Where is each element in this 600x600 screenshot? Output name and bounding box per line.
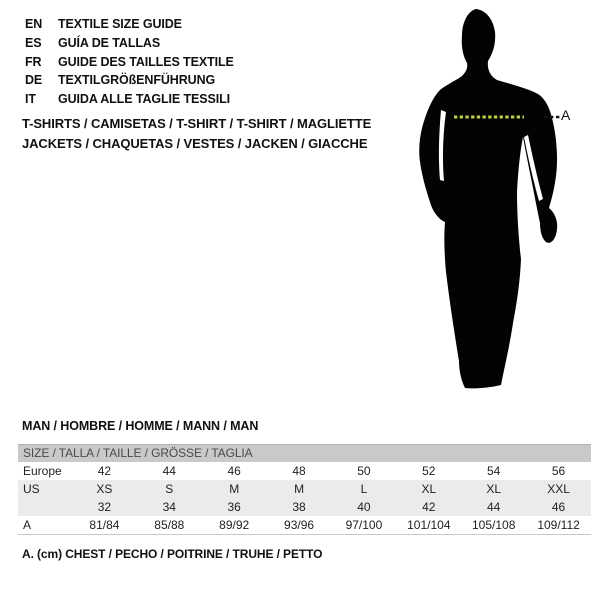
size-table-header: SIZE / TALLA / TAILLE / GRÖSSE / TAGLIA: [18, 444, 591, 462]
row-label: [18, 498, 72, 516]
size-table: [18, 444, 591, 535]
product-line-tshirts: T-SHIRTS / CAMISETAS / T-SHIRT / T-SHIRT / MAGLIETTE: [22, 116, 372, 131]
language-label: GUÍA DE TALLAS: [58, 35, 161, 50]
table-cell: 40: [357, 500, 371, 514]
product-line-jackets: JACKETS / CHAQUETAS / VESTES / JACKEN / GIACCHE: [22, 136, 368, 151]
table-cell: XXL: [547, 482, 570, 496]
language-row-es: [25, 34, 234, 53]
table-cell: M: [229, 482, 240, 496]
language-row-fr: [25, 53, 234, 72]
table-cell: 46: [551, 500, 566, 514]
language-label: GUIDE DES TAILLES TEXTILE: [58, 54, 234, 69]
table-cell: 50: [357, 464, 371, 478]
table-row-europe: [18, 462, 591, 480]
footnote-chest: A. (cm) CHEST / PECHO / POITRINE / TRUHE / PETTO: [22, 547, 323, 561]
table-cell: 89/92: [219, 518, 250, 532]
language-code: EN: [25, 17, 43, 31]
table-cell: 54: [487, 464, 501, 478]
table-cell: 109/112: [537, 518, 580, 532]
man-silhouette-body: [419, 9, 557, 388]
table-cell: 56: [551, 464, 566, 478]
language-row-en: [25, 15, 234, 34]
language-code: ES: [25, 35, 42, 50]
table-cell: 52: [422, 464, 436, 478]
row-label: US: [23, 482, 40, 496]
table-cell: M: [294, 482, 305, 496]
table-cell: 46: [227, 464, 241, 478]
table-row-a-chest: [18, 516, 591, 534]
table-cell: 44: [162, 464, 176, 478]
language-list: [25, 15, 234, 109]
table-cell: 36: [227, 500, 241, 514]
row-label: Europe: [23, 464, 62, 478]
table-cell: 48: [292, 464, 306, 478]
table-cell: 34: [162, 500, 176, 514]
product-types: [22, 114, 371, 154]
language-label: GUIDA ALLE TAGLIE TESSILI: [58, 92, 231, 107]
table-row-numeric: [18, 498, 591, 516]
table-cell: XL: [421, 482, 437, 496]
language-code: FR: [25, 54, 42, 69]
man-silhouette: [400, 0, 600, 400]
table-cell: XS: [96, 482, 113, 496]
table-cell: 97/100: [345, 518, 383, 532]
table-cell: 44: [487, 500, 501, 514]
table-cell: 32: [97, 500, 112, 514]
section-title-man: MAN / HOMBRE / HOMME / MANN / MAN: [22, 419, 259, 433]
table-cell: 93/96: [284, 518, 315, 532]
row-label: A: [23, 518, 32, 532]
table-cell: 42: [97, 464, 112, 478]
table-cell: XL: [486, 482, 502, 496]
table-cell: 81/84: [89, 518, 120, 532]
language-code: IT: [25, 92, 36, 107]
table-cell: 42: [422, 500, 436, 514]
table-cell: L: [360, 482, 368, 496]
language-code: DE: [25, 73, 43, 88]
table-cell: 85/88: [154, 518, 185, 532]
table-cell: 105/108: [471, 518, 516, 532]
language-label: TEXTILE SIZE GUIDE: [58, 17, 182, 31]
table-cell: 38: [292, 500, 306, 514]
language-row-it: [25, 90, 234, 109]
table-cell: S: [165, 482, 174, 496]
table-cell: 101/104: [407, 518, 451, 532]
language-row-de: [25, 71, 234, 90]
measure-label-a: A: [561, 107, 571, 123]
language-label: TEXTILGRÖßENFÜHRUNG: [58, 73, 216, 88]
table-row-us: [18, 480, 591, 498]
